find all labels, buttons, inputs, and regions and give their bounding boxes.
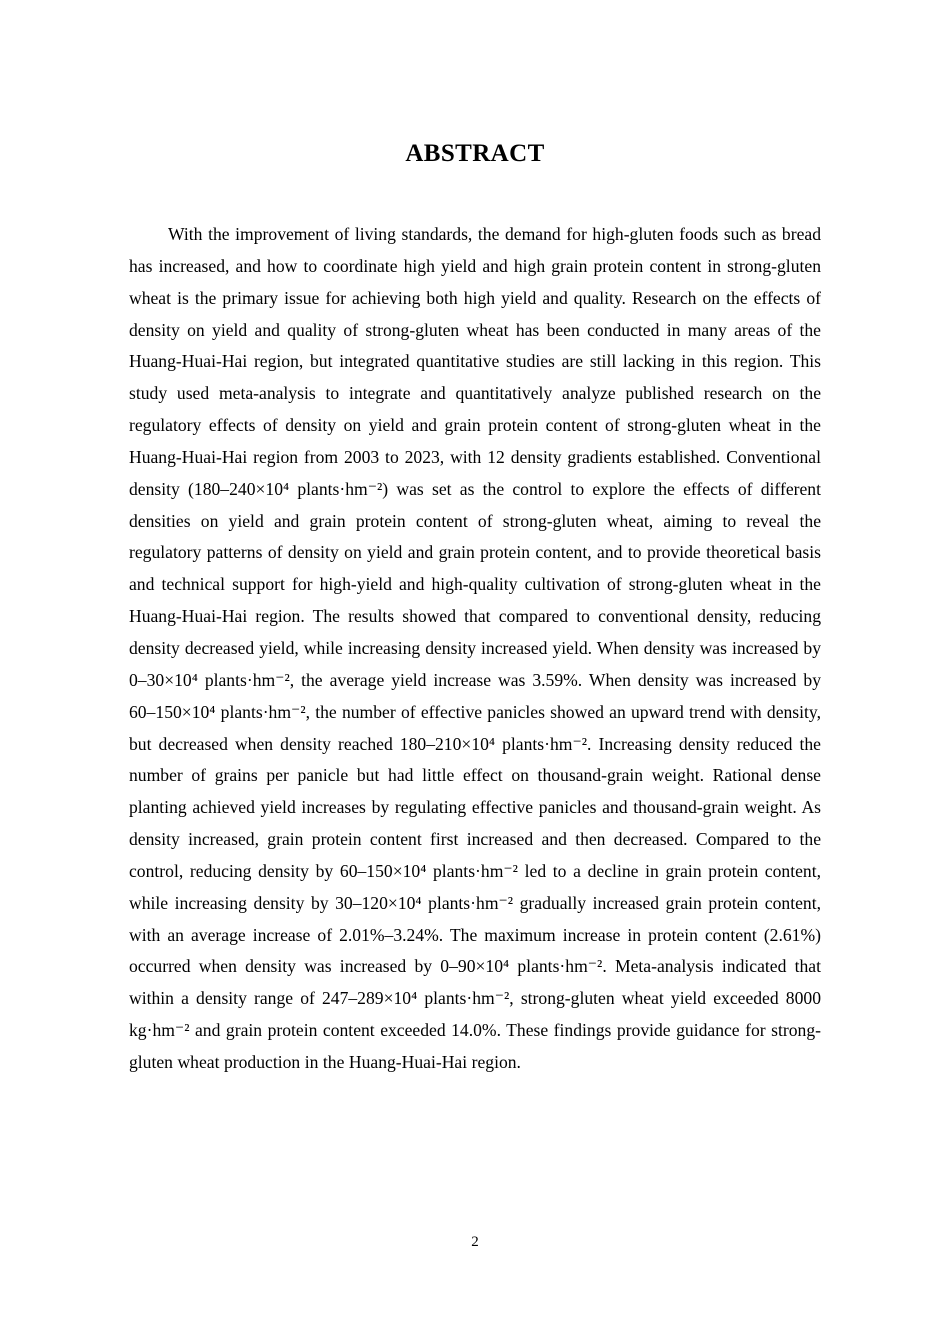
abstract-body — [129, 219, 821, 1079]
page-number: 2 — [471, 1234, 479, 1250]
page-title: ABSTRACT — [405, 139, 545, 167]
abstract-paragraph: With the improvement of living standards, the demand for high-gluten foods such as bread has increased, and how to coordinate high yield and high grain protein content in strong-gluten wheat is the primary issue for achieving both high yield and quality. Research on the effects of density on yield and quality of strong-gluten wheat has been conducted in many areas of the Huang-Huai-Hai region, but integrated quantitative studies are still lacking in this region. This study used meta-analysis to integrate and quantitatively analyze published research on the regulatory effects of density on yield and grain protein content of strong-gluten wheat in the Huang-Huai-Hai region from 2003 to 2023, with 12 density gradients established. Conventional density (180–240×10⁴ plants·hm⁻²) was set as the control to explore the effects of different densities on yield and grain protein content of strong-gluten wheat, aiming to reveal the regulatory patterns of density on yield and grain protein content, and to provide theoretical basis and technical support for high-yield and high-quality cultivation of strong-gluten wheat in the Huang-Huai-Hai region. The results showed that compared to conventional density, reducing density decreased yield, while increasing density increased yield. When density was increased by 0–30×10⁴ plants·hm⁻², the average yield increase was 3.59%. When density was increased by 60–150×10⁴ plants·hm⁻², the number of effective panicles showed an upward trend with density, but decreased when density reached 180–210×10⁴ plants·hm⁻². Increasing density reduced the number of grains per panicle but had little effect on thousand-grain weight. Rational dense planting achieved yield increases by regulating effective panicles and thousand-grain weight. As density increased, grain protein content first increased and then decreased. Compared to the control, reducing density by 60–150×10⁴ plants·hm⁻² led to a decline in grain protein content, while increasing density by 30–120×10⁴ plants·hm⁻² gradually increased grain protein content, with an average increase of 2.01%–3.24%. The maximum increase in protein content (2.61%) occurred when density was increased by 0–90×10⁴ plants·hm⁻². Meta-analysis indicated that within a density range of 247–289×10⁴ plants·hm⁻², strong-gluten wheat yield exceeded 8000 kg·hm⁻² and grain protein content exceeded 14.0%. These findings provide guidance for strong-gluten wheat production in the Huang-Huai-Hai region. — [129, 224, 821, 1072]
